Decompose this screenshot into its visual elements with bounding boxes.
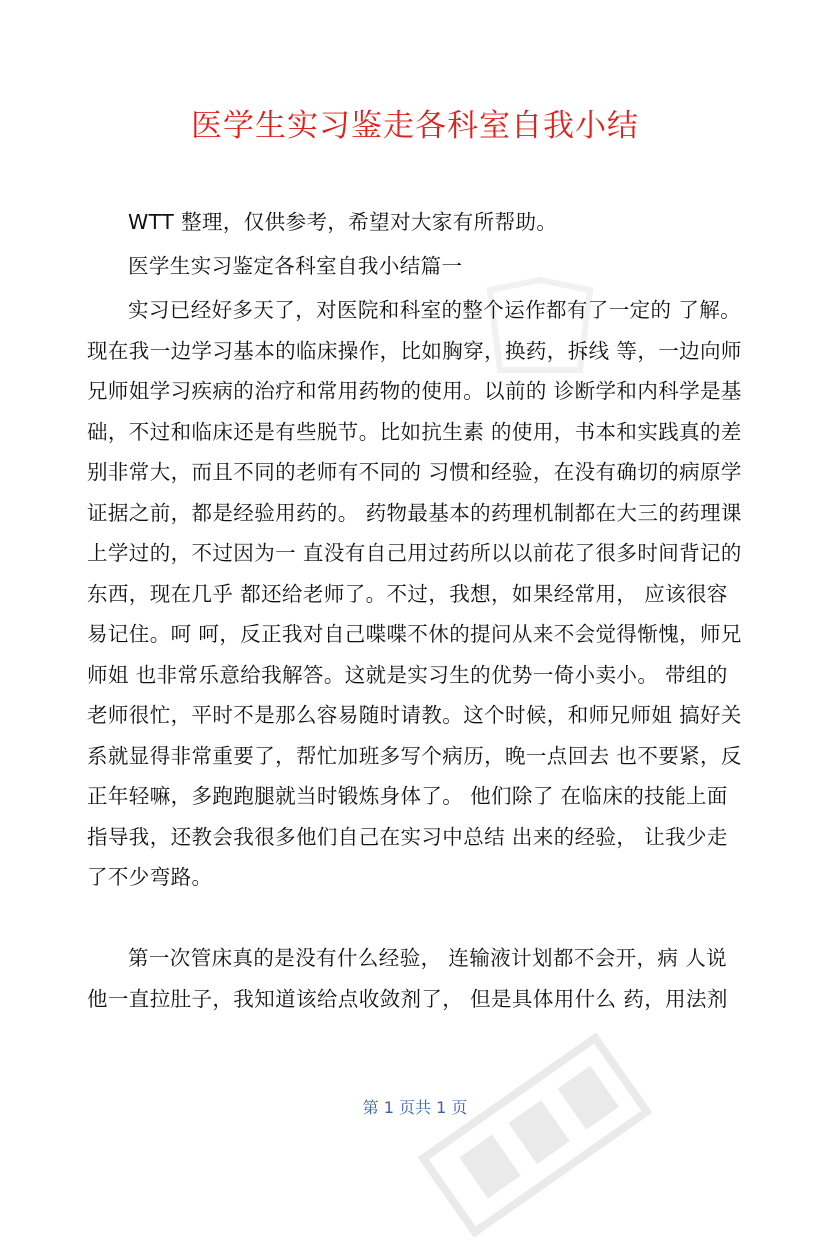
section-subtitle: 医学生实习鉴定各科室自我小结篇一 <box>128 254 463 278</box>
watermark-stamp-icon <box>409 1024 660 1246</box>
body-paragraph: 第一次管床真的是没有什么经验， 连输液计划都不会开，病 人说他一直拉肚子，我知道该给点收敛剂了， 但是具体用什么 药，用法剂 <box>87 946 728 1011</box>
body-paragraph: 实习已经好多天了，对医院和科室的整个运作都有了一定的 了解。现在我一边学习基本的临床操作，比如胸穿，换药，拆线 等，一边向师兄师姐学习疾病的治疗和常用药物的使用。以前的 诊断学和内科学是基础，不过和临床还是有些脱节。比如抗生素 的使用，书本和实践真的差别非常大，而且不同的老师有不同的 习惯和经验，在没有确切的病原学证据之前，都是经验用药的。 药物最基本的药理机制都在大三的药理课上学过的，不过因为一 直没有自己用过药所以以前花了很多时间背记的东西，现在几乎 都还给老师了。不过，我想，如果经常用， 应该很容易记住。呵 呵，反正我对自己喋喋不休的提问从来不会觉得惭愧，师兄师姐 也非常乐意给我解答。这就是实习生的优势一倚小卖小。 带组的 老师很忙，平时不是那么容易随时请教。这个时候，和师兄师姐 搞好关系就显得非常重要了，帮忙加班多写个病历，晚一点回去 也不要紧，反正年轻嘛，多跑跑腿就当时锻炼身体了。 他们除了 在临床的技能上面指导我，还教会我很多他们自己在实习中总结 出来的经验， 让我少走了不少弯路。 <box>87 298 742 889</box>
intro-text: WTT 整理，仅供参考，希望对大家有所帮助。 <box>128 210 558 234</box>
document-title: 医学生实习鉴走各科室自我小结 <box>191 108 639 144</box>
page-number: 第 1 页共 1 页 <box>362 1098 468 1117</box>
